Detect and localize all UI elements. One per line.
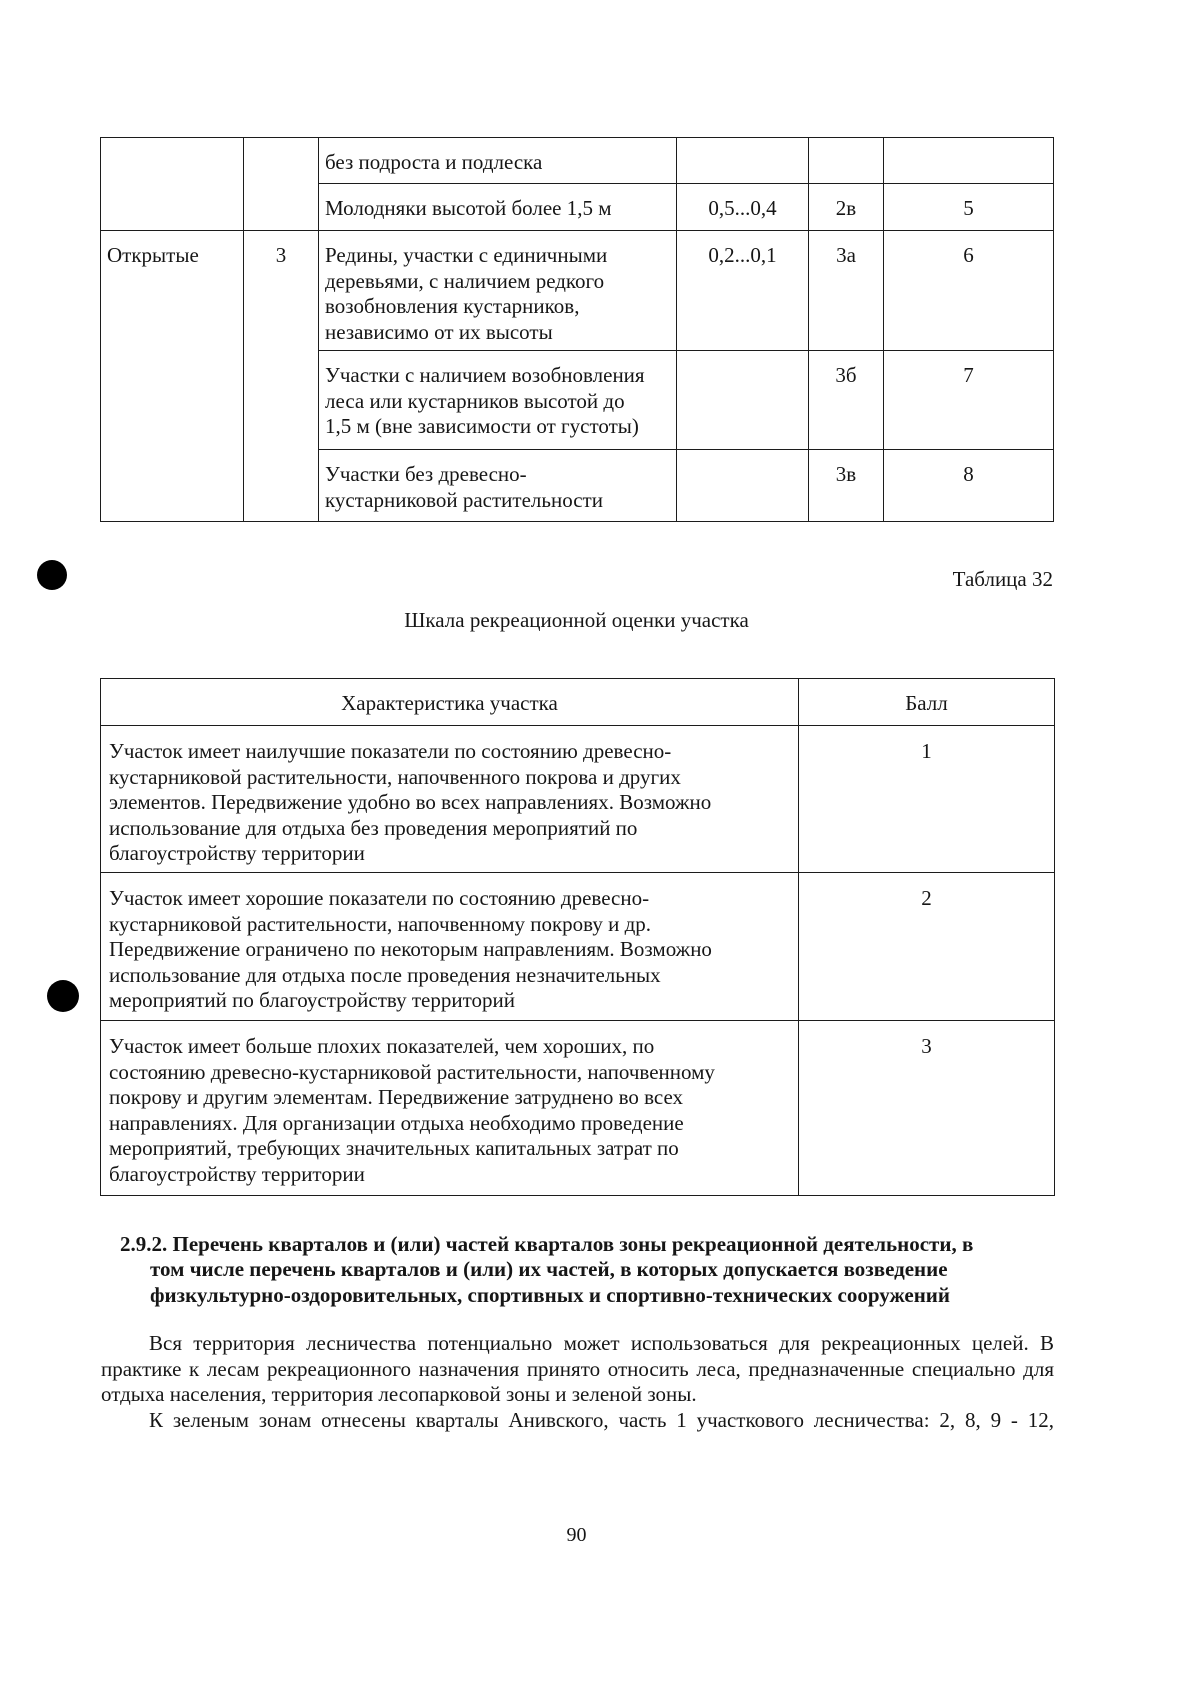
characteristic-cell: Участок имеет больше плохих показателей, чем хороших, по состоянию древесно-кустарниковой растительности, напочвенному покрову и другим элементам. Передвижение затруднено во всех направлениях. Для организации отдыха необходимо проведение мероприятий, требующих значительных капитальных затрат по благоустройству территории <box>101 1021 799 1196</box>
density-cell <box>677 138 809 184</box>
density-cell <box>677 351 809 450</box>
paragraph: Вся территория лесничества потенциально может использоваться для рекреационных целей. В практике к лесам рекреационного назначения принято относить леса, предназначенные специально для отдыха населения, территория лесопарковой зоны и зеленой зоны. <box>101 1331 1054 1406</box>
punch-hole-mark <box>47 980 79 1012</box>
table-row <box>101 231 1054 351</box>
class-cell: 7 <box>884 351 1054 450</box>
description-cell: Молодняки высотой более 1,5 м <box>319 184 677 231</box>
heading-line: том числе перечень кварталов и (или) их частей, в которых допускается возведение <box>150 1257 948 1282</box>
punch-hole-mark <box>37 560 67 590</box>
code-cell: 2в <box>809 184 884 231</box>
code-cell: 3а <box>809 231 884 351</box>
density-cell: 0,5...0,4 <box>677 184 809 231</box>
group-cell: 3 <box>244 231 319 522</box>
class-cell: 8 <box>884 450 1054 522</box>
class-cell: 5 <box>884 184 1054 231</box>
characteristic-cell: Участок имеет наилучшие показатели по состоянию древесно- кустарниковой растительности, напочвенного покрова и других элементов. Передвижение удобно во всех направлениях. Возможно использование для отдыха без проведения мероприятий по благоустройству территории <box>101 726 799 873</box>
section-body <box>101 1331 1054 1433</box>
table-row <box>101 138 1054 184</box>
class-cell: 6 <box>884 231 1054 351</box>
heading-line: физкультурно-оздоровительных, спортивных и спортивно-технических сооружений <box>150 1282 951 1307</box>
description-cell: Редины, участки с единичными деревьями, с наличием редкого возобновления кустарников, независимо от их высоты <box>319 231 677 351</box>
recreation-score-table <box>100 678 1055 1196</box>
table-caption: Шкала рекреационной оценки участка <box>404 608 749 632</box>
code-cell <box>809 138 884 184</box>
continued-vegetation-table <box>100 137 1054 522</box>
table-row <box>101 1021 1055 1196</box>
description-cell: Участки с наличием возобновления леса или кустарников высотой до 1,5 м (вне зависимости от густоты) <box>319 351 677 450</box>
table-row <box>101 873 1055 1021</box>
table-header-row <box>101 679 1055 726</box>
heading-line: 2.9.2. Перечень кварталов и (или) частей кварталов зоны рекреационной деятельности, в <box>120 1232 974 1256</box>
score-cell: 2 <box>799 873 1055 1021</box>
category-cell: Открытые <box>101 231 244 522</box>
class-cell <box>884 138 1054 184</box>
section-heading <box>120 1232 973 1308</box>
paragraph: К зеленым зонам отнесены кварталы Анивского, часть 1 участкового лесничества: 2, 8, 9 - 12, <box>149 1407 1054 1432</box>
description-cell: Участки без древесно- кустарниковой растительности <box>319 450 677 522</box>
score-cell: 3 <box>799 1021 1055 1196</box>
header-score: Балл <box>799 679 1055 726</box>
page-number: 90 <box>566 1524 587 1546</box>
code-cell: 3в <box>809 450 884 522</box>
table-row <box>101 726 1055 873</box>
header-characteristic: Характеристика участка <box>101 679 799 726</box>
table-label: Таблица 32 <box>952 567 1053 591</box>
group-cell <box>244 138 319 231</box>
density-cell: 0,2...0,1 <box>677 231 809 351</box>
density-cell <box>677 450 809 522</box>
code-cell: 3б <box>809 351 884 450</box>
category-cell <box>101 138 244 231</box>
description-cell: без подроста и подлеска <box>319 138 677 184</box>
score-cell: 1 <box>799 726 1055 873</box>
characteristic-cell: Участок имеет хорошие показатели по состоянию древесно- кустарниковой растительности, напочвенному покрову и др. Передвижение ограничено по некоторым направлениям. Возможно использование для отдыха после проведения незначительных мероприятий по благоустройству территорий <box>101 873 799 1021</box>
